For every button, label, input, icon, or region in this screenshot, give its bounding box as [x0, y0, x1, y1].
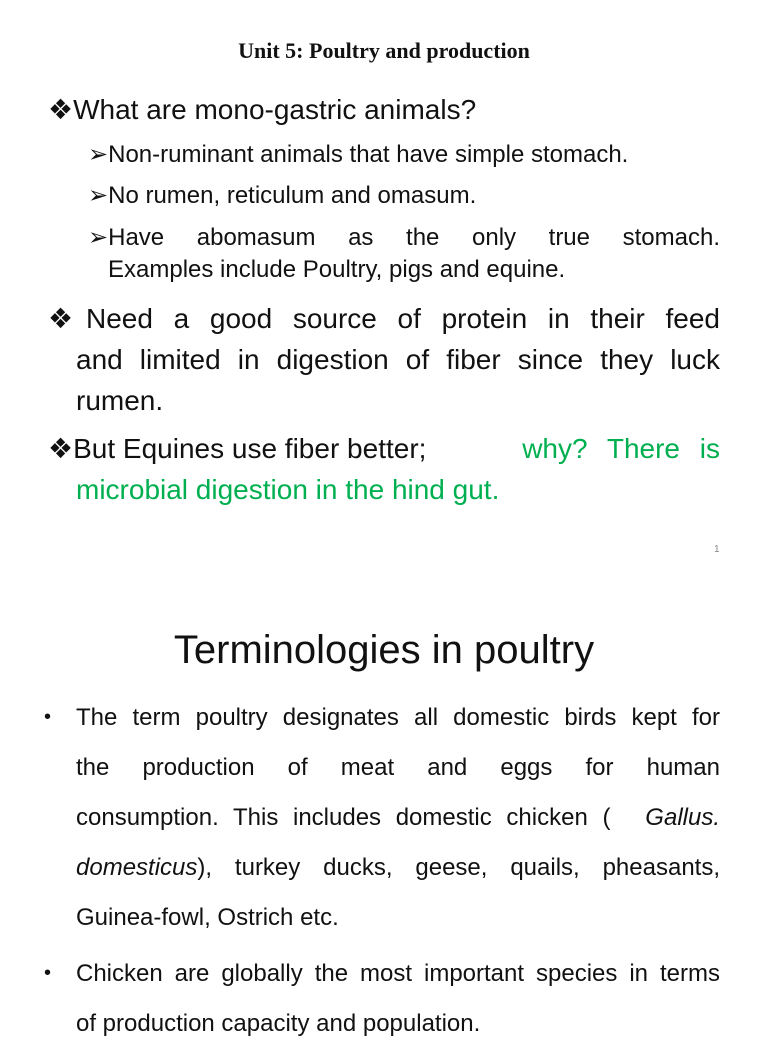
- text: consumption. This includes domestic chicken (: [76, 804, 611, 831]
- paragraph-line: the production of meat and eggs for human: [76, 754, 720, 781]
- highlight-text: microbial digestion in the hind gut.: [76, 474, 500, 505]
- sub-point-cont: Examples include Poultry, pigs and equine.: [108, 256, 566, 283]
- paragraph-line: Chicken are globally the most important species in terms: [76, 960, 720, 987]
- bullet-icon: •: [44, 962, 52, 984]
- sub-point: ➢Have abomasum as the only true stomach.: [88, 224, 720, 251]
- question-heading: ❖What are mono-gastric animals?: [48, 94, 477, 125]
- sub-point: ➢No rumen, reticulum and omasum.: [88, 182, 477, 209]
- point-cont: and limited in digestion of fiber since they luck: [76, 344, 720, 375]
- text: ), turkey ducks, geese, quails, pheasants,: [197, 854, 720, 881]
- paragraph-line: [76, 806, 720, 830]
- sub-point: ➢Non-ruminant animals that have simple stomach.: [88, 141, 629, 168]
- point: [48, 435, 720, 463]
- bullet-icon: •: [44, 706, 52, 728]
- page-number: 1: [714, 544, 720, 555]
- paragraph-line: [76, 856, 720, 880]
- paragraph-line: of production capacity and population.: [76, 1010, 481, 1037]
- point-text: ❖But Equines use fiber better;: [48, 433, 427, 464]
- paragraph-line: The term poultry designates all domestic birds kept for: [76, 704, 720, 731]
- slide-title: Terminologies in poultry: [173, 628, 595, 672]
- point: ❖Need a good source of protein in their feed: [48, 303, 720, 334]
- italic-text: domesticus: [76, 854, 198, 881]
- point-cont: rumen.: [76, 385, 164, 416]
- italic-text: Gallus.: [645, 804, 720, 831]
- slide-title: Unit 5: Poultry and production: [238, 38, 530, 63]
- highlight-text: why? There is: [522, 433, 720, 464]
- paragraph-line: Guinea-fowl, Ostrich etc.: [76, 904, 339, 931]
